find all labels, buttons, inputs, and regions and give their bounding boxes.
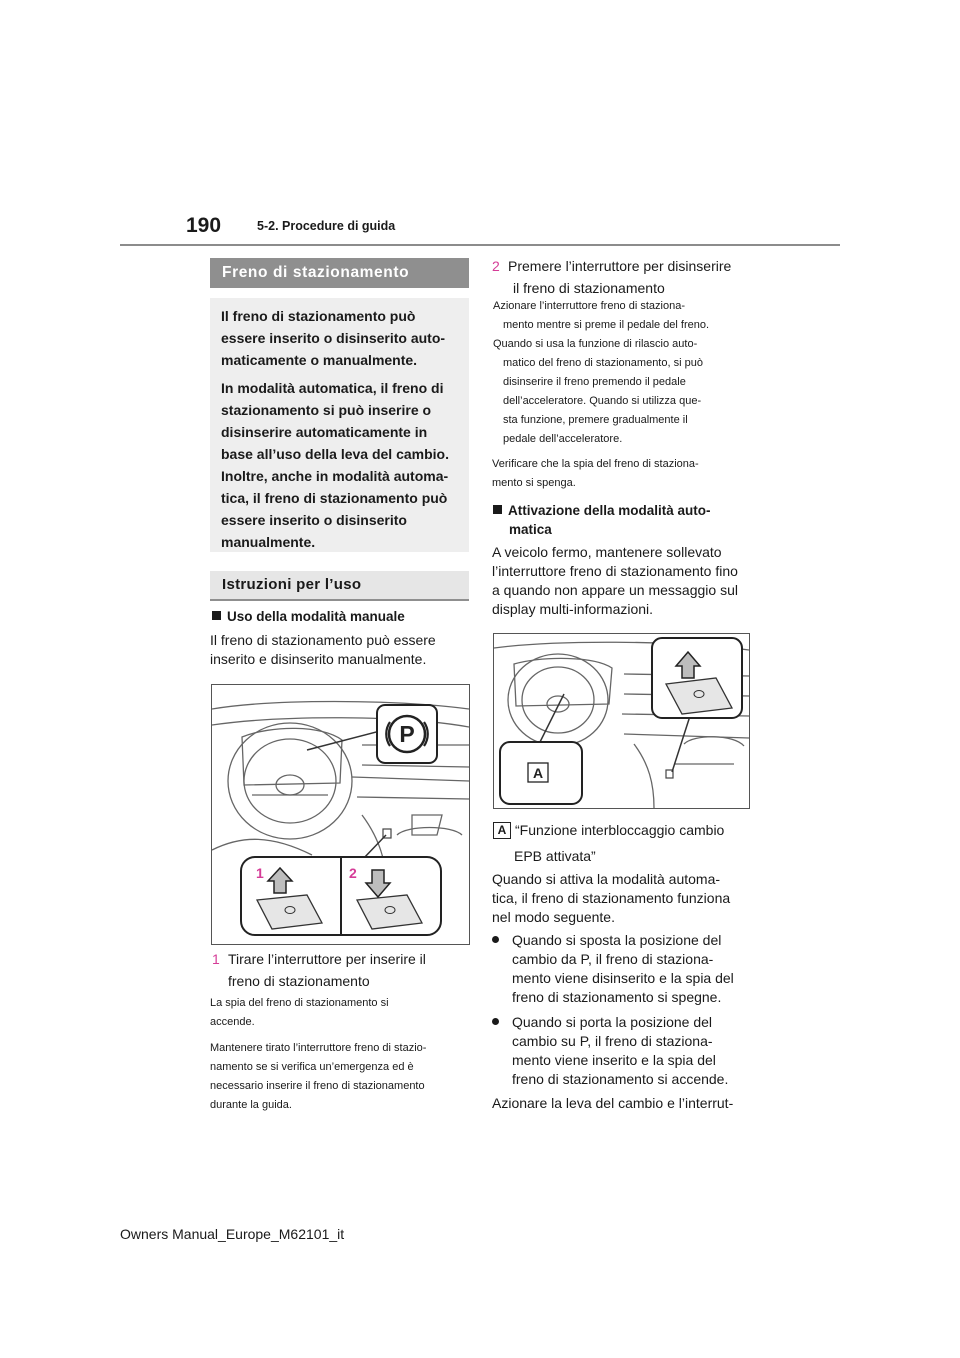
auto-body-4: display multi-informazioni. — [492, 601, 654, 617]
footer: Owners Manual_Europe_M62101_it — [120, 1226, 345, 1242]
step-2-cont: il freno di stazionamento — [513, 280, 665, 296]
dot-bullet-icon — [492, 936, 499, 943]
step-1: 1 Tirare l’interruttore per inserire il — [212, 947, 426, 971]
figure-label-2: 2 — [349, 865, 357, 881]
square-bullet-icon — [493, 505, 502, 514]
note-2a: Mantenere tirato l’interruttore freno di stazio- — [210, 1042, 427, 1054]
dot-item-1: Quando si sposta la posizione del cambio da P, il freno di staziona- mento viene disinserito e la spia del freno di stazionamento si spegne. — [492, 931, 777, 1007]
when-body-2: tica, il freno di stazionamento funziona — [492, 890, 731, 906]
verify-a: Verificare che la spia del freno di staziona- — [492, 458, 699, 470]
figure-label-1: 1 — [256, 865, 264, 881]
caption-a: A “Funzione interbloccaggio cambio — [493, 819, 724, 841]
figure-label-a: A — [532, 765, 544, 781]
dashboard-illustration-manual — [212, 685, 469, 944]
square-bullet-icon — [212, 611, 221, 620]
auto-mode-figure — [493, 633, 750, 809]
p-indicator-label: P — [399, 721, 415, 747]
note-1b: accende. — [210, 1016, 255, 1028]
box-title: Freno di stazionamento — [210, 258, 469, 288]
when-body-3: nel modo seguente. — [492, 909, 615, 925]
bullet-2: Quando si usa la funzione di rilascio auto- matico del freno di stazionamento, si può disinserire il freno premendo il pedale dell’acceleratore. Quando si utilizza que- sta funzione, premere gradualmente il pedale dell’acceleratore. — [493, 338, 703, 445]
label-a-badge: A — [493, 822, 511, 839]
header-rule — [120, 244, 840, 246]
instructions-title: Istruzioni per l’uso — [210, 571, 469, 601]
auto-body-2: l’interruttore freno di stazionamento fino — [492, 563, 738, 579]
intro-panel — [210, 298, 469, 552]
note-2b: namento se si verifica un’emergenza ed è — [210, 1061, 414, 1073]
page-number: 190 — [186, 214, 222, 237]
manual-body-1: Il freno di stazionamento può essere — [210, 632, 436, 648]
step-1-number: 1 — [212, 951, 220, 967]
step-1-cont: freno di stazionamento — [228, 973, 370, 989]
dashboard-illustration-auto — [494, 634, 749, 808]
verify-b: mento si spenga. — [492, 477, 576, 489]
auto-mode-title-cont: matica — [509, 522, 552, 537]
step-2-number: 2 — [492, 258, 500, 274]
last-line: Azionare la leva del cambio e l’interrut- — [492, 1095, 734, 1111]
note-2c: necessario inserire il freno di stazionamento — [210, 1080, 425, 1092]
dot-item-2: Quando si porta la posizione del cambio su P, il freno di staziona- mento viene inserito e la spia del freno di stazionamento si accende. — [492, 1013, 777, 1089]
auto-body-3: a quando non appare un messaggio sul — [492, 582, 738, 598]
intro-paragraph-1: Il freno di stazionamento può essere inserito o disinserito auto-maticamente o manualmente. — [221, 308, 446, 368]
auto-mode-title: Attivazione della modalità auto- — [493, 501, 711, 521]
caption-b: EPB attivata” — [514, 848, 596, 864]
intro-paragraph-2: In modalità automatica, il freno di stazionamento si può inserire o disinserire automaticamente in base all’uso della leva del cambio. Inoltre, anche in modalità automa-tica, il freno di stazionamento può essere inserito o disinserito manualmente. — [221, 380, 449, 550]
note-1a: La spia del freno di stazionamento si — [210, 997, 389, 1009]
section-title: 5-2. Procedure di guida — [257, 219, 396, 233]
manual-mode-figure — [211, 684, 470, 945]
bullet-1: Azionare l’interruttore freno di staziona- mento mentre si preme il pedale del freno. — [493, 300, 710, 331]
manual-body-2: inserito e disinserito manualmente. — [210, 651, 427, 667]
manual-mode-title: Uso della modalità manuale — [212, 607, 405, 627]
auto-body-1: A veicolo fermo, mantenere sollevato — [492, 544, 722, 560]
step-2: 2 Premere l’interruttore per disinserire — [492, 254, 731, 278]
when-body-1: Quando si attiva la modalità automa- — [492, 871, 721, 887]
dot-bullet-icon — [492, 1018, 499, 1025]
note-2d: durante la guida. — [210, 1099, 292, 1111]
